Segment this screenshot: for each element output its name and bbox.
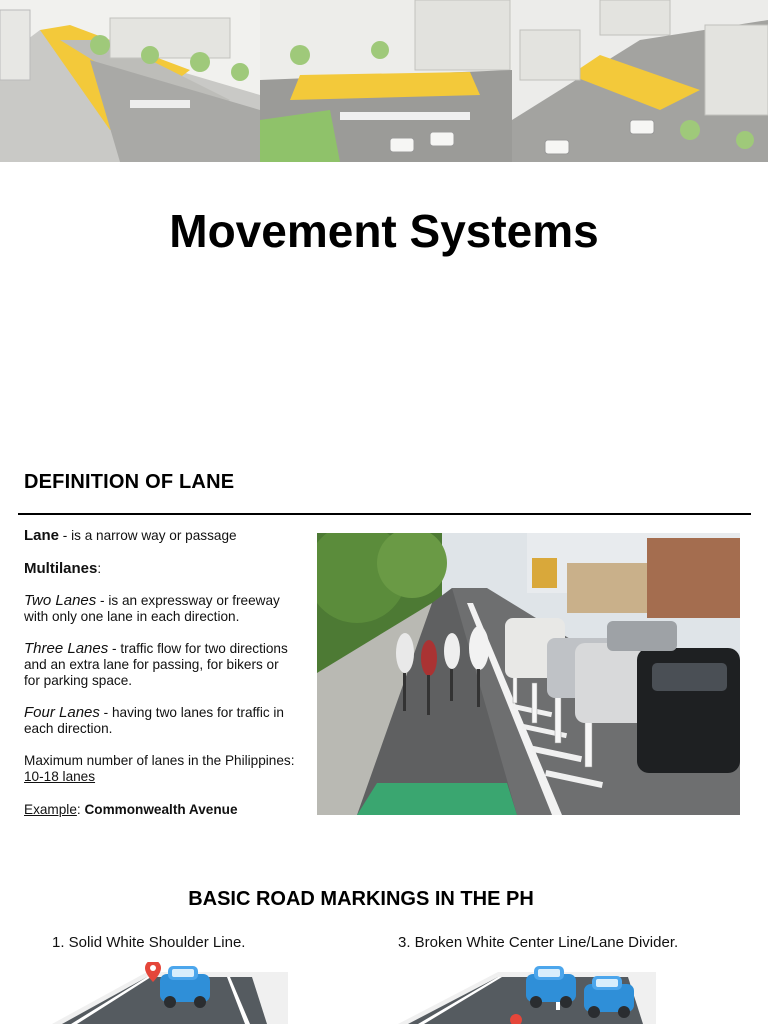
lane-definition	[24, 528, 296, 544]
bike-lane-photo-icon	[317, 533, 740, 815]
three-lanes-definition	[24, 641, 296, 688]
car-road-illustration-icon	[52, 962, 288, 1024]
max-lanes-value: 10-18 lanes	[24, 768, 96, 784]
section-divider	[18, 513, 751, 515]
two-lanes-text: - is an expressway or freeway with only one lane in each direction.	[24, 593, 280, 624]
multilanes-term: Multilanes	[24, 559, 98, 577]
road-marking-item: 3. Broken White Center Line/Lane Divider.	[398, 934, 679, 951]
multilanes-label	[24, 561, 296, 577]
three-lanes-term: Three Lanes	[24, 640, 109, 658]
example-value: Commonwealth Avenue	[84, 801, 238, 817]
max-lanes-text: Maximum number of lanes in the Philippines:	[24, 753, 295, 769]
street-illustration-icon	[0, 0, 768, 162]
multilanes-suffix: :	[97, 560, 102, 576]
bike-lane-photo	[317, 533, 740, 815]
two-lanes-term: Two Lanes	[24, 592, 97, 610]
two-cars-road-illustration-icon	[398, 962, 656, 1024]
four-lanes-text: - having two lanes for traffic in each direction.	[24, 705, 284, 736]
four-lanes-term: Four Lanes	[24, 704, 100, 722]
marking-3-illustration	[398, 962, 656, 1024]
page-title: Movement Systems	[169, 205, 599, 257]
example-label: Example	[24, 801, 77, 817]
example-separator: :	[76, 801, 85, 817]
street-illustration-banner	[0, 0, 768, 162]
three-lanes-text: - traffic flow for two directions and an extra lane for passing, for bikers or for parking space.	[24, 641, 288, 688]
section-heading-definition: DEFINITION OF LANE	[24, 471, 235, 493]
max-lanes-statement	[24, 753, 296, 784]
lane-text: - is a narrow way or passage	[59, 528, 237, 543]
lane-definitions	[24, 528, 296, 817]
section-heading-road-markings: BASIC ROAD MARKINGS IN THE PH	[188, 888, 534, 910]
lane-term: Lane	[24, 527, 60, 544]
marking-1-illustration	[52, 962, 288, 1024]
four-lanes-definition	[24, 705, 296, 736]
road-marking-item: 1. Solid White Shoulder Line.	[52, 934, 246, 951]
example-statement	[24, 802, 296, 818]
two-lanes-definition	[24, 593, 296, 624]
